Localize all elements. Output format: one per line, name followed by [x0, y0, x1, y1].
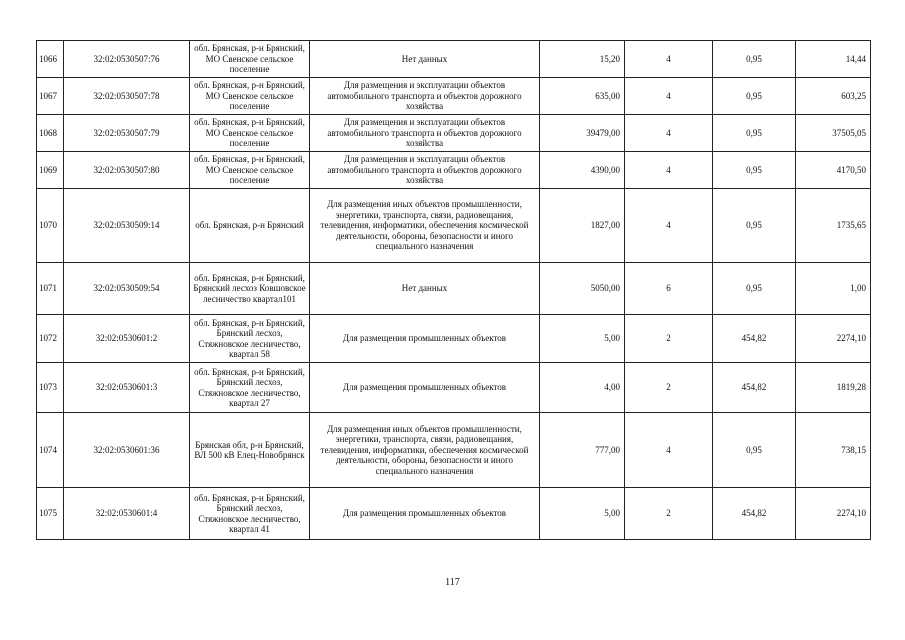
row-number-cell: 1071: [37, 263, 64, 315]
group-cell: 6: [625, 263, 713, 315]
coefficient-cell: 454,82: [713, 363, 796, 413]
area-cell: 5050,00: [540, 263, 625, 315]
address-cell: обл. Брянская, р-н Брянский, МО Свенское сельское поселение: [190, 78, 310, 115]
coefficient-cell: 0,95: [713, 78, 796, 115]
table-row: [37, 152, 871, 189]
land-plot-table: [36, 40, 871, 540]
area-cell: 5,00: [540, 315, 625, 363]
area-cell: 777,00: [540, 413, 625, 488]
row-number-cell: 1070: [37, 189, 64, 263]
cadastral-number-cell: 32:02:0530507:76: [64, 41, 190, 78]
table-row: [37, 41, 871, 78]
cadastral-number-cell: 32:02:0530507:80: [64, 152, 190, 189]
table-row: [37, 189, 871, 263]
coefficient-cell: 454,82: [713, 488, 796, 540]
table-row: [37, 488, 871, 540]
cadastral-number-cell: 32:02:0530507:78: [64, 78, 190, 115]
row-number-cell: 1072: [37, 315, 64, 363]
address-cell: обл. Брянская, р-н Брянский, МО Свенское сельское поселение: [190, 41, 310, 78]
cadastral-number-cell: 32:02:0530509:54: [64, 263, 190, 315]
value-cell: 1819,28: [796, 363, 871, 413]
coefficient-cell: 0,95: [713, 189, 796, 263]
value-cell: 1735,65: [796, 189, 871, 263]
address-cell: обл. Брянская, р-н Брянский, МО Свенское сельское поселение: [190, 115, 310, 152]
table-row: [37, 413, 871, 488]
row-number-cell: 1073: [37, 363, 64, 413]
table-row: [37, 363, 871, 413]
value-cell: 1,00: [796, 263, 871, 315]
area-cell: 635,00: [540, 78, 625, 115]
address-cell: обл. Брянская, р-н Брянский, Брянский лесхоз, Стяжновское лесничество, квартал 41: [190, 488, 310, 540]
value-cell: 14,44: [796, 41, 871, 78]
group-cell: 4: [625, 78, 713, 115]
cadastral-number-cell: 32:02:0530601:2: [64, 315, 190, 363]
value-cell: 738,15: [796, 413, 871, 488]
row-number-cell: 1067: [37, 78, 64, 115]
value-cell: 2274,10: [796, 488, 871, 540]
cadastral-number-cell: 32:02:0530601:4: [64, 488, 190, 540]
group-cell: 4: [625, 152, 713, 189]
address-cell: Брянская обл, р-н Брянский, ВЛ 500 кВ Елец-Новобрянск: [190, 413, 310, 488]
value-cell: 2274,10: [796, 315, 871, 363]
permitted-use-cell: Нет данных: [310, 41, 540, 78]
coefficient-cell: 0,95: [713, 152, 796, 189]
group-cell: 4: [625, 41, 713, 78]
coefficient-cell: 0,95: [713, 115, 796, 152]
area-cell: 1827,00: [540, 189, 625, 263]
address-cell: обл. Брянская, р-н Брянский, МО Свенское сельское поселение: [190, 152, 310, 189]
address-cell: обл. Брянская, р-н Брянский, Брянский лесхоз, Стяжновское лесничество, квартал 58: [190, 315, 310, 363]
group-cell: 2: [625, 488, 713, 540]
permitted-use-cell: Для размещения иных объектов промышленности, энергетики, транспорта, связи, радиовещания, телевидения, информатики, обеспечения космической деятельности, обороны, безопасности и иного специального назначения: [310, 189, 540, 263]
row-number-cell: 1068: [37, 115, 64, 152]
row-number-cell: 1069: [37, 152, 64, 189]
group-cell: 4: [625, 189, 713, 263]
cadastral-number-cell: 32:02:0530601:36: [64, 413, 190, 488]
permitted-use-cell: Для размещения иных объектов промышленности, энергетики, транспорта, связи, радиовещания, телевидения, информатики, обеспечения космической деятельности, обороны, безопасности и иного специального назначения: [310, 413, 540, 488]
area-cell: 5,00: [540, 488, 625, 540]
table-row: [37, 115, 871, 152]
permitted-use-cell: Для размещения и эксплуатации объектов автомобильного транспорта и объектов дорожного хозяйства: [310, 78, 540, 115]
row-number-cell: 1074: [37, 413, 64, 488]
address-cell: обл. Брянская, р-н Брянский: [190, 189, 310, 263]
table-row: [37, 263, 871, 315]
row-number-cell: 1075: [37, 488, 64, 540]
value-cell: 603,25: [796, 78, 871, 115]
group-cell: 2: [625, 315, 713, 363]
value-cell: 4170,50: [796, 152, 871, 189]
cadastral-number-cell: 32:02:0530601:3: [64, 363, 190, 413]
group-cell: 2: [625, 363, 713, 413]
group-cell: 4: [625, 413, 713, 488]
area-cell: 4390,00: [540, 152, 625, 189]
area-cell: 15,20: [540, 41, 625, 78]
coefficient-cell: 0,95: [713, 41, 796, 78]
cadastral-number-cell: 32:02:0530509:14: [64, 189, 190, 263]
permitted-use-cell: Для размещения и эксплуатации объектов автомобильного транспорта и объектов дорожного хозяйства: [310, 115, 540, 152]
area-cell: 39479,00: [540, 115, 625, 152]
group-cell: 4: [625, 115, 713, 152]
coefficient-cell: 454,82: [713, 315, 796, 363]
area-cell: 4,00: [540, 363, 625, 413]
permitted-use-cell: Нет данных: [310, 263, 540, 315]
permitted-use-cell: Для размещения промышленных объектов: [310, 363, 540, 413]
permitted-use-cell: Для размещения промышленных объектов: [310, 488, 540, 540]
table-row: [37, 78, 871, 115]
address-cell: обл. Брянская, р-н Брянский, Брянский лесхоз, Стяжновское лесничество, квартал 27: [190, 363, 310, 413]
page-number: 117: [445, 577, 460, 588]
coefficient-cell: 0,95: [713, 413, 796, 488]
value-cell: 37505,05: [796, 115, 871, 152]
coefficient-cell: 0,95: [713, 263, 796, 315]
cadastral-number-cell: 32:02:0530507:79: [64, 115, 190, 152]
address-cell: обл. Брянская, р-н Брянский, Брянский лесхоз Ковшовское лесничество квартал101: [190, 263, 310, 315]
table-row: [37, 315, 871, 363]
permitted-use-cell: Для размещения и эксплуатации объектов автомобильного транспорта и объектов дорожного хозяйства: [310, 152, 540, 189]
permitted-use-cell: Для размещения промышленных объектов: [310, 315, 540, 363]
row-number-cell: 1066: [37, 41, 64, 78]
